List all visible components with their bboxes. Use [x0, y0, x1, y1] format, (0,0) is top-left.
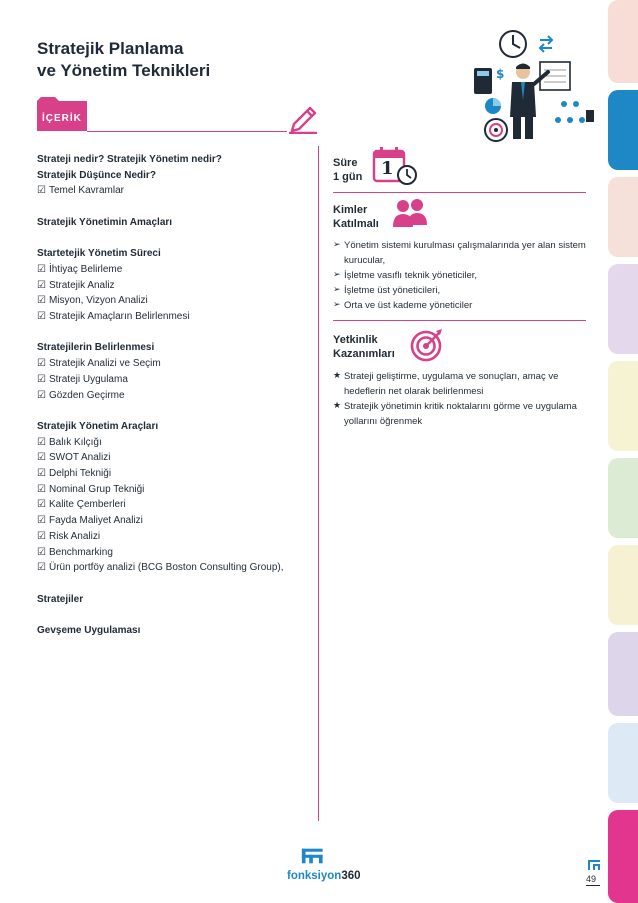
calendar-clock-icon [372, 146, 420, 186]
side-tab[interactable] [608, 810, 638, 903]
list-item: ☑ Benchmarking [37, 546, 113, 558]
side-tab[interactable] [608, 90, 638, 170]
side-tab[interactable] [608, 632, 638, 716]
list-item: ★ Strateji geliştirme, uygulama ve sonuçları, amaç ve hedeflerin net olarak belirlenmesi [333, 371, 559, 397]
contents-tab-label: İÇERİK [42, 113, 82, 124]
small-fn-logo-icon [587, 858, 601, 872]
section-heading: Stratejilerin Belirlenmesi [37, 342, 155, 354]
side-tab[interactable] [608, 545, 638, 625]
list-item: ☑ Delphi Tekniği [37, 468, 112, 479]
contents-list [37, 152, 312, 639]
checkbox-icon: ☑ [37, 311, 46, 322]
side-tab[interactable] [608, 361, 638, 451]
side-tab[interactable] [608, 177, 638, 257]
checkbox-icon: ☑ [37, 185, 46, 197]
checkbox-icon: ☑ [37, 562, 46, 574]
section-heading: Stratejiler [37, 593, 84, 605]
checkbox-icon: ☑ [37, 499, 46, 511]
checkbox-icon: ☑ [37, 358, 46, 370]
target-icon [409, 327, 445, 363]
list-item: ➢ Orta ve üst kademe yöneticiler [333, 300, 473, 311]
section-heading: Stratejik Yönetimin Amaçları [37, 216, 173, 228]
section-heading: Stratejik Düşünce Nedir? [37, 169, 156, 181]
section-heading: Strateji nedir? Stratejik Yönetim nedir? [37, 154, 222, 165]
list-item: ☑ Nominal Grup Tekniği [37, 483, 145, 495]
section-divider [333, 192, 586, 193]
people-icon [392, 197, 428, 229]
side-tab[interactable] [608, 264, 638, 354]
list-item: ★ Stratejik yönetimin kritik noktalarını görme ve uygulama yollarını öğrenmek [333, 401, 577, 427]
checkbox-icon: ☑ [37, 389, 46, 401]
checkbox-icon: ☑ [37, 483, 46, 495]
list-item: ☑ Stratejik Analiz [37, 279, 115, 291]
arrow-bullet-icon: ➢ [333, 285, 341, 295]
checkbox-icon: ☑ [37, 436, 46, 448]
list-item: ☑ Stratejik Amaçların Belirlenmesi [37, 311, 190, 322]
page-title [37, 38, 210, 82]
list-item: ☑ Stratejik Analizi ve Seçim [37, 358, 161, 370]
fn-logo-icon [297, 842, 347, 870]
arrow-bullet-icon: ➢ [333, 240, 341, 250]
checkbox-icon: ☑ [37, 373, 46, 385]
side-tab[interactable] [608, 723, 638, 803]
side-tab[interactable] [608, 0, 638, 83]
checkbox-icon: ☑ [37, 468, 46, 479]
calendar-number: 1 [381, 158, 394, 179]
page-number-underline [586, 885, 600, 886]
checkbox-icon: ☑ [37, 295, 46, 307]
list-item: ☑ Kalite Çemberleri [37, 499, 126, 511]
brand-name: fonksiyon [287, 870, 342, 882]
section-divider [333, 320, 586, 321]
section-heading: Stratejik Yönetim Araçları [37, 420, 159, 432]
section-heading: Gevşeme Uygulaması [37, 625, 141, 636]
title-line-1: Stratejik Planlama [37, 39, 184, 58]
list-item: ☑ Balık Kılçığı [37, 436, 102, 448]
page-number: 49 [586, 874, 597, 884]
brand-suffix: 360 [341, 870, 361, 882]
checkbox-icon: ☑ [37, 279, 46, 291]
checkbox-icon: ☑ [37, 452, 46, 464]
list-item: ☑ Temel Kavramlar [37, 185, 124, 197]
checkbox-icon: ☑ [37, 515, 46, 527]
checkbox-icon: ☑ [37, 263, 46, 275]
list-item: ☑ Strateji Uygulama [37, 373, 128, 385]
list-item: ☑ Misyon, Vizyon Analizi [37, 295, 148, 307]
title-line-2: ve Yönetim Teknikleri [37, 61, 211, 80]
list-item: ☑ Ürün portföy analizi (BCG Boston Consulting Group), [37, 562, 284, 574]
list-item: ➢ İşletme üst yöneticileri, [333, 285, 441, 296]
section-heading: Startetejik Yönetim Süreci [37, 248, 161, 260]
list-item: ☑ Risk Analizi [37, 530, 101, 542]
brand-logo [287, 842, 369, 886]
competencies-list [333, 369, 595, 429]
star-bullet-icon: ★ [333, 401, 342, 411]
arrow-bullet-icon: ➢ [333, 300, 341, 310]
competencies-heading: Yetkinlik Kazanımları [333, 334, 395, 360]
star-bullet-icon: ★ [333, 371, 342, 381]
list-item: ☑ Gözden Geçirme [37, 389, 125, 401]
duration-heading: Süre 1 gün [333, 157, 363, 183]
list-item: ☑ Fayda Maliyet Analizi [37, 515, 143, 527]
arrow-bullet-icon: ➢ [333, 270, 341, 280]
pencil-icon [286, 100, 320, 134]
businessman-presentation-icon [468, 22, 598, 146]
list-item: ➢ Yönetim sistemi kurulması çalışmalarında yer alan sistem kurucular, [333, 240, 586, 266]
checkbox-icon: ☑ [37, 530, 46, 542]
column-divider [318, 146, 319, 821]
side-tab[interactable] [608, 458, 638, 538]
header-divider [87, 131, 287, 132]
checkbox-icon: ☑ [37, 546, 46, 558]
svg-text:$: $ [496, 67, 505, 81]
list-item: ➢ İşletme vasıflı teknik yöneticiler, [333, 270, 478, 281]
list-item: ☑ SWOT Analizi [37, 452, 111, 464]
list-item: ☑ İhtiyaç Belirleme [37, 263, 123, 275]
participants-heading: Kimler Katılmalı [333, 204, 379, 230]
participants-list [333, 238, 595, 313]
